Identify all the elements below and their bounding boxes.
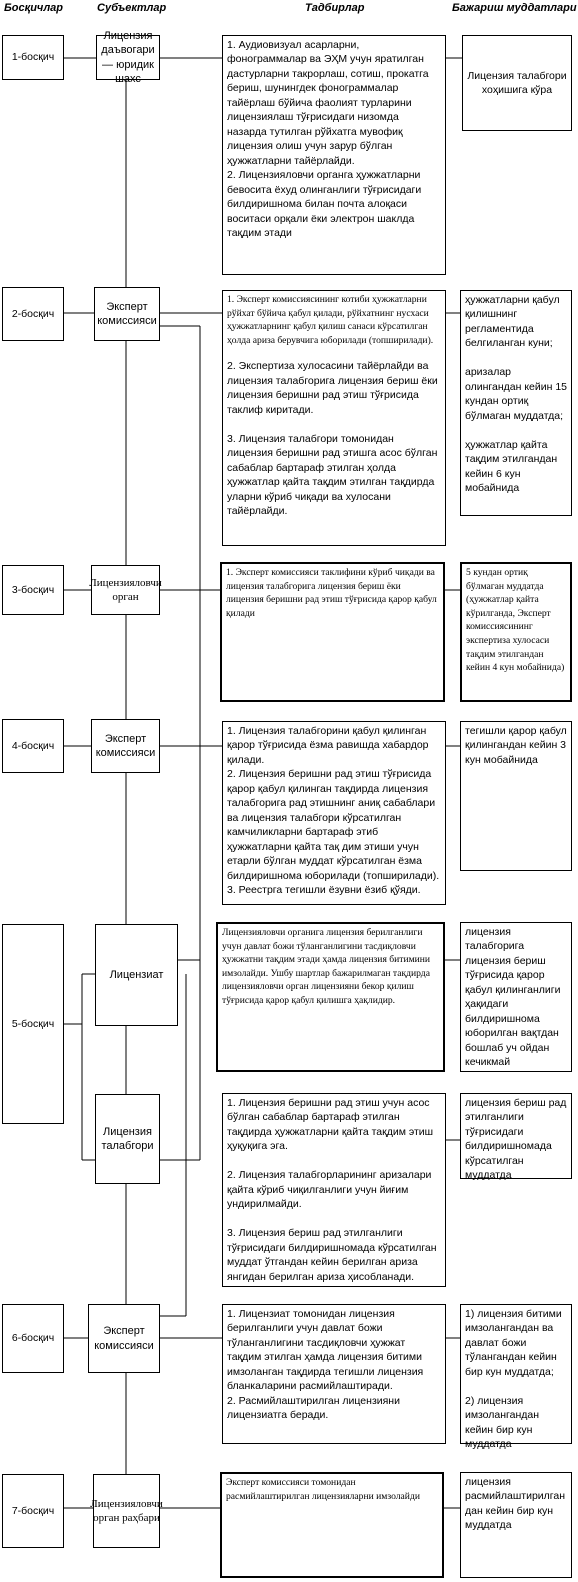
header-subjects: Субъектлар [97,2,167,14]
stage-5-activity-licensee: Лицензияловчи органига лицензия берилганлиги учун давлат божи тўланганлигини тасдиқловчи ҳужжатни тақдим этади ҳамда лицензия битимини имзолайди. Ушбу шартлар бажарилмаган тақдирда лицензияловчи орган лицензияни бекор қилиш тўғрисида қарор қабул қилишга ҳақлидир. [216,922,445,1072]
stage-4-box: 4-босқич [2,719,64,773]
stage-7-activity: Эксперт комиссияси томонидан расмийлаштирилган лицензияларни имзолайди [220,1472,444,1578]
stage-5-deadline-applicant: лицензия бериш рад этилганлиги тўғрисидаги билдиришномада кўрсатилган муддатда [460,1093,572,1179]
header-stages: Босқичлар [4,2,64,14]
stage-3-subject: Лицензияловчи орган [91,565,160,615]
stage-6-activity: 1. Лицензиат томонидан лицензия берилганлиги учун давлат божи тўланганлигини тасдиқловчи ҳужжат тақдим этилган ҳамда лицензия битими имзоланган тақдирда тегишли лицензия бланкаларини расмийлаштиради. 2. Расмийлаштирилган лицензияни лицензиатга беради. [222,1304,446,1444]
stage-7-box: 7-босқич [2,1474,64,1548]
stage-5-deadline-licensee: лицензия талабгорига лицензия бериш тўғрисида қарор қабул қилинганлиги ҳақидаги билдиришнома юборилган вақтдан бошлаб уч ойдан кечикмай [460,922,572,1072]
stage-6-box: 6-босқич [2,1304,64,1373]
stage-2-deadline: ҳужжатларни қабул қилишнинг регламентида белгиланган куни; аризалар олингандан кейин 15 кундан ортиқ бўлмаган муддатда; ҳужжатлар қайта тақдим этилгандан кейин 6 кун мобайнида [460,290,572,516]
stage-3-box: 3-босқич [2,565,64,615]
stage-5-subject-applicant: Лицензия талабгори [95,1094,160,1184]
stage-1-box: 1-босқич [2,35,64,80]
stage-5-subject-licensee: Лицензиат [95,924,178,1026]
stage-4-subject: Эксперт комиссияси [91,719,160,773]
stage-2-activity-item-1: 1. Эксперт комиссиясининг котиби ҳужжатларни рўйхат бўйича қабул қилади, рўйхатнинг нусхаси ҳужжатларнинг қабул қилиш санаси кўрсатилган ҳолда ариза берувчига юборилади (топширилади). [227,294,434,346]
stage-6-subject: Эксперт комиссияси [88,1304,160,1373]
header-deadlines: Бажариш муддатлари [452,2,577,14]
stage-2-activity [222,290,446,546]
stage-3-activity: 1. Эксперт комиссияси таклифини кўриб чиқади ва лицензия талабгорига лицензия бериш ёки лицензия беришни рад этиш тўғрисида қарор қабул қилади [220,562,445,702]
stage-4-deadline: тегишли қарор қабул қилингандан кейин 3 кун мобайнида [460,721,572,871]
stage-7-deadline: лицензия расмийлаштирилган дан кейин бир кун муддатда [460,1472,572,1578]
stage-3-deadline: 5 кундан ортиқ бўлмаган муддатда (ҳужжатлар қайта кўрилганда, Эксперт комиссиясининг экспертиза хулосаси тақдим этилгандан кейин 4 кун мобайнида) [460,562,572,702]
stage-2-activity-items-2-3: 2. Экспертиза хулосасини тайёрлайди ва лицензия талабгорига лицензия бериш ёки лицензия беришни рад этиш тўғрисида таклиф киритади. 3. Лицензия талабгори томонидан лицензия беришни рад этишга асос бўлган сабаблар бартараф этилган ҳолда ҳужжатлар қайта тақдим этилган тақдирда уларни кўриб чиқади ва хулосани тайёрлайди. [227,360,438,518]
stage-7-subject: Лицензияловчи орган раҳбари [93,1474,160,1548]
header-activities: Тадбирлар [305,2,365,14]
stage-2-subject: Эксперт комиссияси [94,287,160,341]
stage-6-deadline: 1) лицензия битими имзолангандан ва давлат божи тўлангандан кейин бир кун муддатда; 2) лицензия имзолангандан кейин бир кун муддатда [460,1304,572,1444]
stage-1-deadline: Лицензия талабгори хоҳишига кўра [462,35,572,131]
stage-4-activity: 1. Лицензия талабгорини қабул қилинган қарор тўғрисида ёзма равишда хабардор қилади. 2. Лицензия беришни рад этиш тўғрисида қарор қабул қилинган тақдирда лицензия талабгорига рад этишнинг аниқ сабаблари ва лицензия талабгори кўрсатилган камчиликларни бартараф этиб ҳужжатларни қайта тақ дим этиши учун етарли бўлган муддат кўрсатилган ёзма билдиришнома юборилади (топширилади). 3. Реестрга тегишли ёзувни ёзиб қўяди. [222,721,446,905]
stage-1-subject: Лицензия даъвогари — юридик шахс [96,35,160,80]
stage-2-box: 2-босқич [2,287,64,341]
stage-5-box: 5-босқич [2,924,64,1124]
stage-1-activity: 1. Аудиовизуал асарларни, фонограммалар ва ЭҲМ учун яратилган дастурларни такрорлаш, сотиш, прокатга бериш, шунингдек фонограммалар тайёрлаш бўйича фаолият турларини лицензиялаш тўғрисидаги низомда назарда тутилган рўйхатга мувофиқ лицензия олиш учун зарур бўлган ҳужжатларни тайёрлайди. 2. Лицензияловчи органга ҳужжатларни бевосита ёхуд олинганлиги тўғрисидаги билдиришнома билан почта алоқаси воситаси орқали ёки электрон шаклда тақдим этади [222,35,446,275]
stage-5-activity-applicant: 1. Лицензия беришни рад этиш учун асос бўлган сабаблар бартараф этилган тақдирда ҳужжатларни қайта тақдим этиш ҳуқуқига эга. 2. Лицензия талабгорларининг аризалари қайта кўриб чиқилганлиги учун йиғим ундирилмайди. 3. Лицензия бериш рад этилганлиги тўғрисидаги билдиришномада кўрсатилган муддат ўтгандан кейин берилган ариза янгидан берилган ариза ҳисобланади. [222,1093,446,1287]
